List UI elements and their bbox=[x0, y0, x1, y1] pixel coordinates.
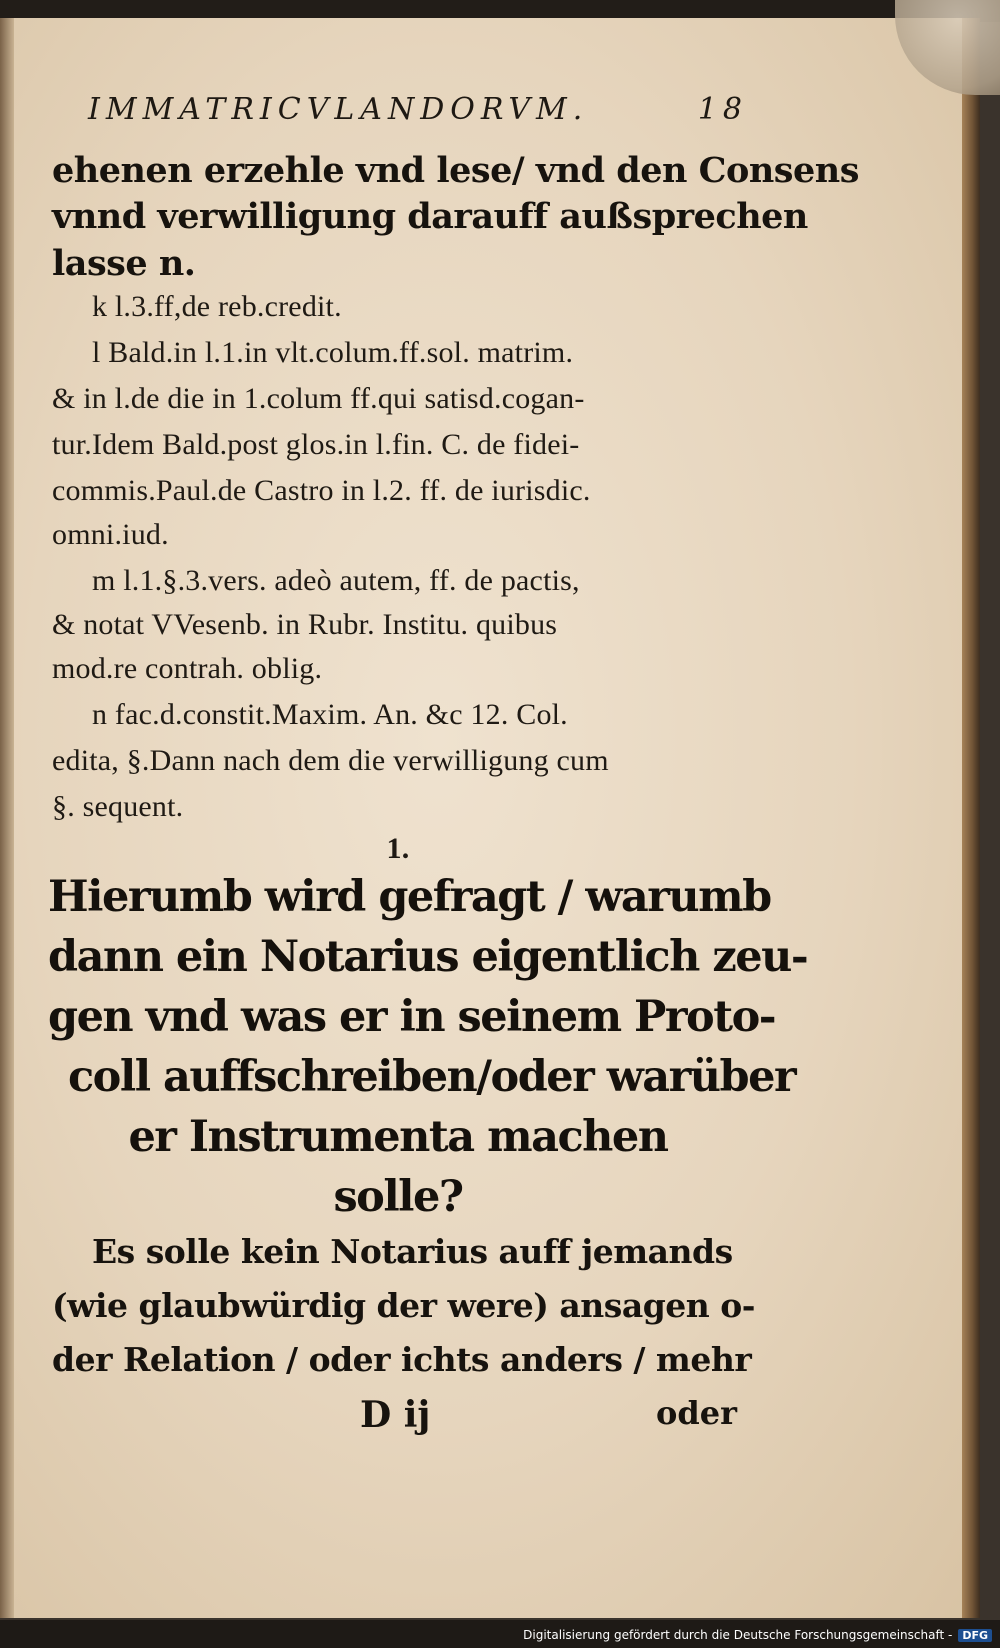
page-fore-edge bbox=[962, 18, 980, 1618]
footnote-line: §. sequent. bbox=[52, 790, 184, 823]
heading-line: Hierumb wird gefragt / warumb bbox=[48, 872, 771, 922]
dfg-logo: DFG bbox=[958, 1629, 992, 1642]
footnote-line: k l.3.ff,de reb.credit. bbox=[92, 290, 342, 323]
catchword: oder bbox=[656, 1394, 737, 1432]
footnote-line: omni.iud. bbox=[52, 518, 169, 551]
body-line: lasse n. bbox=[52, 243, 196, 284]
paragraph-line: (wie glaubwürdig der were) ansagen o- bbox=[52, 1286, 755, 1325]
page-gutter bbox=[0, 18, 14, 1618]
footnote-line: l Bald.in l.1.in vlt.colum.ff.sol. matrim. bbox=[92, 336, 574, 369]
digitization-credit bbox=[0, 1628, 992, 1642]
running-header bbox=[88, 92, 748, 127]
footnote-line: m l.1.§.3.vers. adeò autem, ff. de pactis, bbox=[92, 564, 580, 597]
heading-line: solle? bbox=[333, 1172, 463, 1222]
paragraph-line: Es solle kein Notarius auff jemands bbox=[92, 1232, 733, 1271]
footnote-line: n fac.d.constit.Maxim. An. &c 12. Col. bbox=[92, 698, 568, 731]
footnote-line: commis.Paul.de Castro in l.2. ff. de iurisdic. bbox=[52, 474, 591, 507]
footnote-line: edita, §.Dann nach dem die verwilligung cum bbox=[52, 744, 609, 777]
footnote-line: & notat VVesenb. in Rubr. Institu. quibus bbox=[52, 608, 558, 641]
running-title: IMMATRICVLANDORVM. bbox=[88, 92, 589, 127]
footnote-line: & in l.de die in 1.colum ff.qui satisd.cogan- bbox=[52, 382, 585, 415]
paragraph-line: der Relation / oder ichts anders / mehr bbox=[52, 1340, 752, 1379]
footnote-line: mod.re contrah. oblig. bbox=[52, 652, 323, 685]
folio-number: 18 bbox=[697, 92, 748, 127]
heading-line: dann ein Notarius eigentlich zeu- bbox=[48, 932, 808, 982]
heading-line: gen vnd was er in seinem Proto- bbox=[48, 992, 776, 1042]
section-number: 1. bbox=[386, 832, 410, 865]
body-line: vnnd verwilligung darauff außsprechen bbox=[52, 196, 808, 237]
body-line: ehenen erzehle vnd lese/ vnd den Consens bbox=[52, 150, 859, 191]
heading-line: coll auffschreiben/oder warüber bbox=[68, 1052, 796, 1102]
signature-mark: D ij bbox=[360, 1394, 431, 1436]
heading-line: er Instrumenta machen bbox=[128, 1112, 668, 1162]
credit-text: Digitalisierung gefördert durch die Deutsche Forschungsgemeinschaft - bbox=[523, 1628, 953, 1642]
footnote-line: tur.Idem Bald.post glos.in l.fin. C. de fidei- bbox=[52, 428, 580, 461]
